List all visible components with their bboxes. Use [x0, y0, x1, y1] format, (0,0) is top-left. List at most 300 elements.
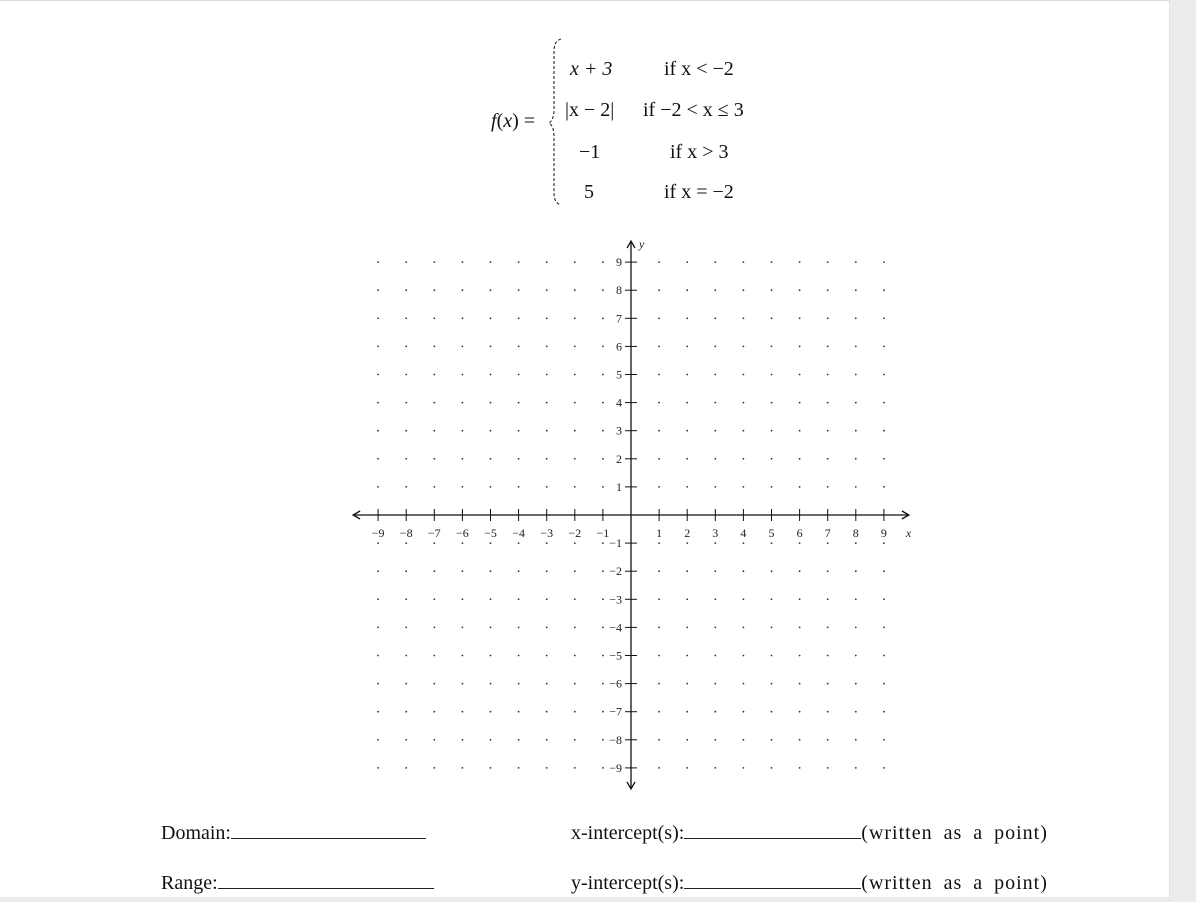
grid-dot	[799, 655, 801, 657]
grid-dot	[574, 570, 576, 572]
grid-dot	[574, 486, 576, 488]
grid-dot	[462, 683, 464, 685]
grid-dot	[799, 542, 801, 544]
grid-dot	[518, 767, 520, 769]
grid-dot	[574, 346, 576, 348]
grid-dot	[405, 570, 407, 572]
grid-dot	[490, 598, 492, 600]
grid-dot	[518, 486, 520, 488]
grid-dot	[546, 767, 548, 769]
y-tick-label: 3	[616, 423, 622, 438]
grid-dot	[883, 317, 885, 319]
grid-dot	[602, 458, 604, 460]
grid-dot	[658, 261, 660, 263]
grid-dot	[602, 261, 604, 263]
grid-dot	[686, 486, 688, 488]
grid-dot	[518, 655, 520, 657]
grid-dot	[490, 486, 492, 488]
grid-dot	[405, 458, 407, 460]
grid-dot	[490, 374, 492, 376]
grid-dot	[771, 627, 773, 629]
range-label: Range:	[161, 872, 218, 894]
grid-dot	[686, 627, 688, 629]
grid-dot	[714, 261, 716, 263]
x-axis-label: x	[905, 526, 912, 540]
x-tick-label: −6	[456, 526, 469, 540]
grid-dot	[771, 374, 773, 376]
grid-dot	[462, 261, 464, 263]
x-tick-label: −1	[596, 526, 610, 540]
grid-dot	[855, 261, 857, 263]
grid-dot	[462, 458, 464, 460]
piece-1-expression: x + 3	[570, 58, 613, 80]
piece-2-expression: |x − 2|	[565, 99, 615, 121]
grid-dot	[799, 627, 801, 629]
piece-2-condition: if −2 < x ≤ 3	[643, 99, 744, 121]
grid-dot	[377, 430, 379, 432]
grid-dot	[855, 683, 857, 685]
grid-dot	[658, 627, 660, 629]
x-intercept-note: (written as a point)	[861, 822, 1048, 844]
grid-dot	[490, 346, 492, 348]
grid-dot	[546, 542, 548, 544]
grid-dot	[546, 486, 548, 488]
x-tick-label: −7	[427, 526, 441, 540]
grid-dot	[827, 570, 829, 572]
grid-dot	[462, 317, 464, 319]
grid-dot	[433, 655, 435, 657]
x-tick-label: 6	[796, 526, 803, 540]
grid-dot	[518, 570, 520, 572]
grid-dot	[405, 598, 407, 600]
grid-dot	[405, 374, 407, 376]
grid-dot	[433, 683, 435, 685]
grid-dot	[714, 289, 716, 291]
grid-dot	[433, 767, 435, 769]
grid-dot	[405, 767, 407, 769]
grid-dot	[883, 261, 885, 263]
grid-dot	[546, 402, 548, 404]
grid-dot	[771, 739, 773, 741]
y-tick-label: 5	[616, 367, 622, 382]
grid-dot	[602, 711, 604, 713]
grid-dot	[799, 739, 801, 741]
grid-dot	[799, 346, 801, 348]
grid-dot	[658, 711, 660, 713]
grid-dot	[462, 346, 464, 348]
grid-dot	[855, 542, 857, 544]
grid-dot	[602, 655, 604, 657]
grid-dot	[855, 402, 857, 404]
x-tick-label: −3	[540, 526, 554, 540]
grid-dot	[546, 430, 548, 432]
grid-dot	[855, 655, 857, 657]
grid-dot	[377, 374, 379, 376]
grid-dot	[658, 570, 660, 572]
grid-dot	[855, 317, 857, 319]
grid-dot	[714, 317, 716, 319]
grid-dot	[883, 711, 885, 713]
grid-dot	[518, 627, 520, 629]
y-tick-label: −7	[609, 704, 622, 719]
grid-dot	[743, 458, 745, 460]
grid-dot	[602, 430, 604, 432]
x-intercept-answer-line[interactable]	[684, 822, 861, 839]
piece-4-expression: 5	[584, 181, 594, 203]
grid-dot	[490, 739, 492, 741]
y-tick-label: 9	[616, 255, 622, 270]
grid-dot	[377, 346, 379, 348]
grid-dot	[462, 542, 464, 544]
grid-dot	[658, 289, 660, 291]
grid-dot	[827, 542, 829, 544]
grid-dot	[574, 374, 576, 376]
grid-dot	[827, 430, 829, 432]
grid-dot	[771, 458, 773, 460]
grid-dot	[714, 374, 716, 376]
grid-dot	[546, 683, 548, 685]
grid-dot	[714, 486, 716, 488]
grid-dot	[574, 767, 576, 769]
grid-dot	[855, 289, 857, 291]
grid-dot	[658, 402, 660, 404]
grid-dot	[658, 598, 660, 600]
grid-dot	[799, 289, 801, 291]
grid-dot	[574, 542, 576, 544]
grid-dot	[462, 570, 464, 572]
grid-dot	[462, 430, 464, 432]
grid-dot	[602, 402, 604, 404]
domain-answer-line[interactable]	[231, 822, 426, 839]
grid-dot	[490, 402, 492, 404]
grid-dot	[827, 289, 829, 291]
x-tick-label: 2	[684, 526, 691, 540]
y-intercept-note: (written as a point)	[861, 872, 1048, 894]
grid-dot	[433, 261, 435, 263]
grid-dot	[405, 627, 407, 629]
grid-dot	[771, 542, 773, 544]
grid-dot	[462, 627, 464, 629]
grid-dot	[743, 655, 745, 657]
grid-dot	[490, 261, 492, 263]
grid-dot	[658, 486, 660, 488]
grid-dot	[602, 570, 604, 572]
grid-dot	[799, 711, 801, 713]
grid-dot	[799, 683, 801, 685]
x-tick-label: −9	[371, 526, 385, 540]
x-tick-label: 5	[768, 526, 775, 540]
grid-dot	[462, 289, 464, 291]
grid-dot	[602, 627, 604, 629]
grid-dot	[518, 374, 520, 376]
grid-dot	[658, 317, 660, 319]
grid-dot	[405, 683, 407, 685]
bottom-bar	[0, 897, 1169, 902]
x-tick-label: −5	[484, 526, 497, 540]
grid-dot	[546, 627, 548, 629]
grid-dot	[771, 261, 773, 263]
grid-dot	[490, 767, 492, 769]
grid-dot	[799, 486, 801, 488]
grid-dot	[377, 289, 379, 291]
grid-dot	[574, 711, 576, 713]
grid-dot	[405, 261, 407, 263]
grid-dot	[743, 711, 745, 713]
grid-dot	[433, 711, 435, 713]
grid-dot	[518, 261, 520, 263]
grid-dot	[883, 402, 885, 404]
grid-dot	[686, 739, 688, 741]
grid-dot	[433, 430, 435, 432]
grid-dot	[602, 739, 604, 741]
grid-dot	[658, 374, 660, 376]
grid-dot	[377, 570, 379, 572]
grid-dot	[377, 711, 379, 713]
grid-dot	[462, 486, 464, 488]
grid-dot	[771, 655, 773, 657]
grid-dot	[686, 655, 688, 657]
grid-dot	[377, 458, 379, 460]
grid-dot	[743, 261, 745, 263]
y-intercept-label: y-intercept(s):	[571, 872, 685, 894]
grid-dot	[602, 683, 604, 685]
grid-dot	[490, 289, 492, 291]
grid-dot	[546, 289, 548, 291]
grid-dot	[518, 542, 520, 544]
grid-dot	[799, 317, 801, 319]
grid-dot	[546, 570, 548, 572]
grid-dot	[743, 598, 745, 600]
grid-dot	[462, 711, 464, 713]
grid-dot	[658, 346, 660, 348]
grid-dot	[462, 402, 464, 404]
grid-dot	[377, 542, 379, 544]
grid-dot	[743, 683, 745, 685]
grid-dot	[883, 430, 885, 432]
grid-dot	[855, 767, 857, 769]
grid-dot	[602, 374, 604, 376]
grid-dot	[518, 458, 520, 460]
grid-dot	[827, 486, 829, 488]
grid-dot	[743, 627, 745, 629]
domain-label: Domain:	[161, 822, 231, 844]
grid-dot	[827, 598, 829, 600]
grid-dot	[827, 458, 829, 460]
grid-dot	[799, 458, 801, 460]
grid-dot	[714, 711, 716, 713]
grid-dot	[827, 261, 829, 263]
grid-dot	[602, 486, 604, 488]
grid-dot	[883, 683, 885, 685]
grid-dot	[602, 767, 604, 769]
grid-dot	[799, 402, 801, 404]
y-intercept-answer-line[interactable]	[684, 872, 861, 889]
grid-dot	[827, 374, 829, 376]
grid-dot	[377, 598, 379, 600]
grid-dot	[686, 317, 688, 319]
grid-dot	[462, 739, 464, 741]
grid-dot	[743, 317, 745, 319]
grid-dot	[743, 346, 745, 348]
piece-3-expression: −1	[579, 141, 601, 163]
grid-dot	[518, 402, 520, 404]
grid-dot	[714, 598, 716, 600]
grid-dot	[743, 570, 745, 572]
x-intercept-label: x-intercept(s):	[571, 822, 685, 844]
grid-dot	[490, 458, 492, 460]
grid-dot	[827, 683, 829, 685]
grid-dot	[686, 430, 688, 432]
grid-dot	[714, 627, 716, 629]
grid-dot	[433, 402, 435, 404]
y-tick-label: 7	[616, 311, 622, 326]
grid-dot	[490, 542, 492, 544]
grid-dot	[433, 739, 435, 741]
grid-dot	[771, 767, 773, 769]
grid-dot	[714, 542, 716, 544]
grid-dot	[546, 458, 548, 460]
grid-dot	[827, 346, 829, 348]
grid-dot	[743, 542, 745, 544]
grid-dot	[827, 739, 829, 741]
grid-dot	[377, 767, 379, 769]
grid-dot	[546, 317, 548, 319]
grid-dot	[883, 627, 885, 629]
grid-dot	[405, 317, 407, 319]
y-tick-label: −5	[609, 648, 622, 663]
grid-dot	[574, 683, 576, 685]
grid-dot	[518, 683, 520, 685]
grid-dot	[686, 402, 688, 404]
grid-dot	[686, 458, 688, 460]
grid-dot	[883, 486, 885, 488]
grid-dot	[574, 627, 576, 629]
grid-dot	[771, 711, 773, 713]
x-tick-label: −8	[399, 526, 413, 540]
grid-dot	[883, 289, 885, 291]
grid-dot	[546, 346, 548, 348]
grid-dot	[827, 317, 829, 319]
grid-dot	[827, 711, 829, 713]
grid-dot	[490, 627, 492, 629]
grid-dot	[377, 655, 379, 657]
grid-dot	[714, 683, 716, 685]
x-intercept-field	[571, 822, 1048, 845]
grid-dot	[771, 570, 773, 572]
grid-dot	[855, 458, 857, 460]
grid-dot	[827, 767, 829, 769]
grid-dot	[462, 655, 464, 657]
grid-dot	[405, 346, 407, 348]
grid-dot	[883, 767, 885, 769]
piece-3-condition: if x > 3	[670, 141, 729, 163]
grid-dot	[883, 374, 885, 376]
grid-dot	[574, 458, 576, 460]
grid-dot	[743, 739, 745, 741]
grid-dot	[377, 683, 379, 685]
grid-dot	[405, 739, 407, 741]
y-tick-label: −6	[609, 676, 622, 691]
grid-dot	[377, 739, 379, 741]
x-tick-label: 9	[880, 526, 887, 540]
grid-dot	[855, 627, 857, 629]
grid-dot	[771, 289, 773, 291]
grid-dot	[686, 570, 688, 572]
y-tick-label: −9	[609, 760, 622, 775]
grid-dot	[686, 261, 688, 263]
grid-dot	[518, 289, 520, 291]
grid-dot	[518, 598, 520, 600]
grid-dot	[574, 289, 576, 291]
grid-dot	[377, 486, 379, 488]
grid-dot	[658, 655, 660, 657]
grid-dot	[771, 346, 773, 348]
grid-dot	[518, 739, 520, 741]
grid-dot	[686, 374, 688, 376]
grid-dot	[602, 598, 604, 600]
grid-dot	[433, 346, 435, 348]
grid-dot	[433, 374, 435, 376]
grid-dot	[518, 317, 520, 319]
domain-field	[161, 822, 426, 845]
scrollbar-track[interactable]	[1169, 0, 1196, 902]
grid-dot	[602, 317, 604, 319]
grid-dot	[855, 711, 857, 713]
grid-dot	[546, 655, 548, 657]
grid-dot	[855, 570, 857, 572]
grid-dot	[827, 655, 829, 657]
grid-dot	[658, 458, 660, 460]
range-answer-line[interactable]	[218, 872, 434, 889]
grid-dot	[686, 711, 688, 713]
piece-1-condition: if x < −2	[664, 58, 734, 80]
grid-dot	[433, 458, 435, 460]
piece-4-condition: if x = −2	[664, 181, 734, 203]
grid-dot	[855, 374, 857, 376]
grid-dot	[490, 711, 492, 713]
grid-dot	[574, 402, 576, 404]
grid-dot	[490, 655, 492, 657]
grid-dot	[799, 261, 801, 263]
grid-dot	[771, 430, 773, 432]
grid-dot	[602, 289, 604, 291]
grid-dot	[574, 317, 576, 319]
grid-dot	[714, 346, 716, 348]
grid-dot	[743, 486, 745, 488]
grid-dot	[771, 486, 773, 488]
grid-dot	[433, 542, 435, 544]
grid-dot	[658, 542, 660, 544]
grid-dot	[799, 767, 801, 769]
grid-dot	[405, 711, 407, 713]
grid-dot	[462, 767, 464, 769]
grid-dot	[686, 767, 688, 769]
y-tick-label: 2	[616, 451, 622, 466]
grid-dot	[546, 261, 548, 263]
grid-dot	[855, 739, 857, 741]
grid-dot	[855, 486, 857, 488]
grid-dot	[686, 683, 688, 685]
grid-dot	[574, 739, 576, 741]
grid-dot	[490, 570, 492, 572]
y-tick-label: −2	[609, 564, 622, 579]
y-tick-label: 4	[616, 395, 622, 410]
x-tick-label: 3	[712, 526, 719, 540]
x-tick-label: −4	[512, 526, 525, 540]
grid-dot	[405, 289, 407, 291]
grid-dot	[433, 627, 435, 629]
grid-dot	[743, 430, 745, 432]
